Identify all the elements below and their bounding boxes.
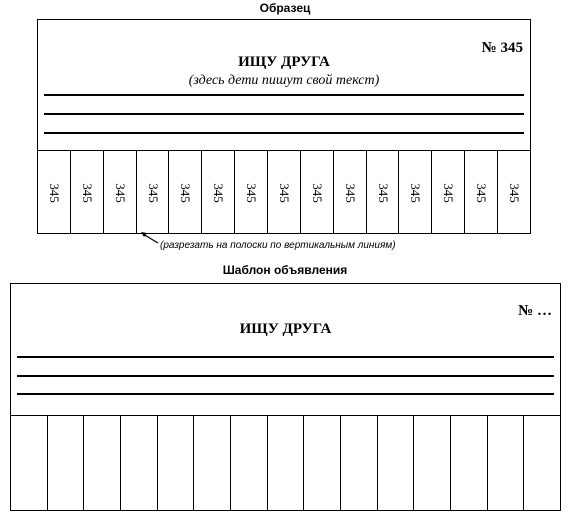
tear-off-strip [333,151,366,234]
template-tear-off-strips [10,415,561,511]
tear-off-strip [413,416,450,511]
template-writing-line [17,393,554,395]
tear-off-strip [230,416,267,511]
strip-number: 345 [342,182,358,203]
tear-off-strip [303,416,340,511]
tear-off-strip [340,416,377,511]
tear-off-strip [398,151,431,234]
sample-writing-line [44,94,524,96]
tear-off-strip [70,151,103,234]
tear-off-strip [267,151,300,234]
sample-writing-line [44,132,524,134]
strip-number: 345 [408,182,424,203]
tear-off-strip [120,416,157,511]
strip-number: 345 [178,182,194,203]
tear-off-strip [487,416,524,511]
tear-off-strip [83,416,120,511]
tear-off-strip [377,416,414,511]
sample-tear-off-strips [37,150,531,234]
strip-number: 345 [309,182,325,203]
cut-instruction: (разрезать на полоски по вертикальным линиям) [160,240,396,251]
template-writing-line [17,356,554,358]
strip-number: 345 [474,182,490,203]
tear-off-strip [300,151,333,234]
tear-off-strip [523,416,561,511]
tear-off-strip [497,151,531,234]
tear-off-strip [10,416,47,511]
tear-off-strip [157,416,194,511]
tear-off-strip [136,151,169,234]
sample-ad-subtext: (здесь дети пишут свой текст) [188,73,380,88]
strip-number: 345 [276,182,292,203]
strip-number: 345 [46,182,62,203]
strip-number: 345 [145,182,161,203]
tear-off-strip [464,151,497,234]
strip-number: 345 [211,182,227,203]
strip-number: 345 [441,182,457,203]
strip-number: 345 [244,182,260,203]
template-title: Шаблон объявления [222,263,348,277]
sample-ad-number: № 345 [481,40,523,56]
tear-off-strip [168,151,201,234]
strip-number: 345 [112,182,128,203]
sample-ad-heading: ИЩУ ДРУГА [238,54,330,70]
tear-off-strip [37,151,70,234]
tear-off-strip [366,151,399,234]
tear-off-strip [234,151,267,234]
template-ad-heading: ИЩУ ДРУГА [239,321,332,337]
template-ad-card [10,283,561,511]
tear-off-strip [267,416,304,511]
strip-number: 345 [375,182,391,203]
tear-off-strip [431,151,464,234]
tear-off-strip [103,151,136,234]
strip-number: 345 [506,182,522,203]
strip-number: 345 [79,182,95,203]
tear-off-strip [450,416,487,511]
template-ad-number: № … [518,303,552,319]
template-writing-line [17,375,554,377]
sample-ad-card [37,19,531,234]
tear-off-strip [193,416,230,511]
sample-writing-line [44,113,524,115]
tear-off-strip [47,416,84,511]
tear-off-strip [201,151,234,234]
arrow-icon [138,231,160,245]
sample-title: Образец [259,1,311,15]
